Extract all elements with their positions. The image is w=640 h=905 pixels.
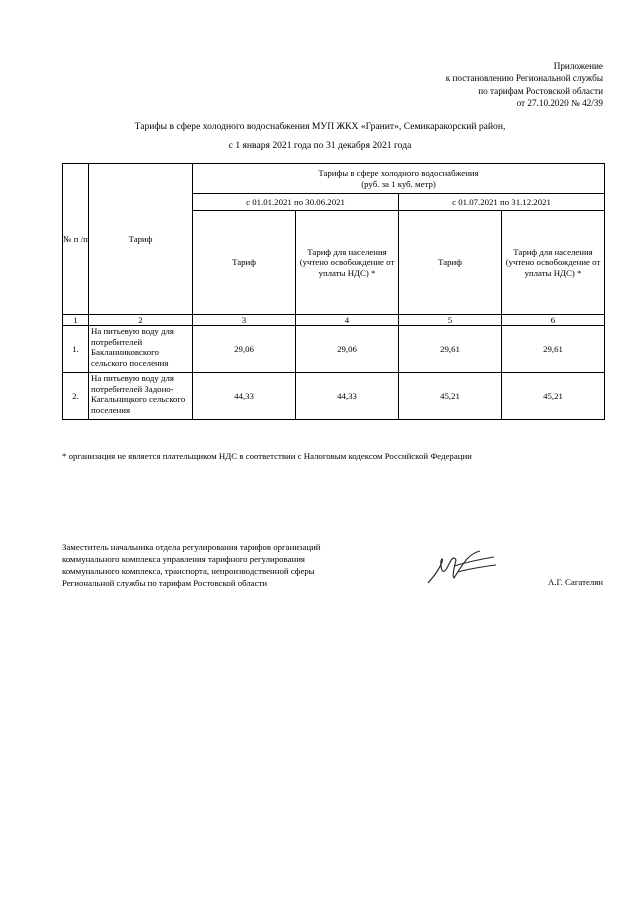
- signer-position: [62, 541, 320, 589]
- row-value: 29,06: [193, 326, 296, 373]
- table-row: [63, 326, 605, 373]
- row-value: 44,33: [193, 373, 296, 420]
- tariff-table: [62, 163, 605, 420]
- signature-image: [424, 548, 500, 593]
- appendix-block: [343, 60, 603, 109]
- column-number: 4: [296, 315, 399, 326]
- column-number: 3: [193, 315, 296, 326]
- header-period-2: с 01.07.2021 по 31.12.2021: [399, 194, 605, 211]
- row-value: 29,06: [296, 326, 399, 373]
- column-number: 1: [63, 315, 89, 326]
- appendix-line: Приложение: [553, 61, 603, 71]
- header-tariff-1: Тариф: [193, 211, 296, 315]
- header-group-line2: (руб. за 1 куб. метр): [361, 178, 436, 189]
- row-number: 1.: [63, 326, 89, 373]
- column-number: 6: [502, 315, 605, 326]
- signer-line: Региональной службы по тарифам Ростовской области: [62, 578, 268, 588]
- column-number: 2: [89, 315, 193, 326]
- row-tariff-name: На питьевую воду для потребителей Бакланниковского сельского поселения: [89, 326, 193, 373]
- signer-line: Заместитель начальника отдела регулирования тарифов организаций: [62, 542, 321, 552]
- header-population-1: Тариф для населения (учтено освобождение от уплаты НДС) *: [296, 211, 399, 315]
- row-value: 45,21: [502, 373, 605, 420]
- table-row: [63, 373, 605, 420]
- row-value: 29,61: [502, 326, 605, 373]
- row-value: 44,33: [296, 373, 399, 420]
- appendix-line: по тарифам Ростовской области: [478, 85, 603, 96]
- signer-line: коммунального комплекса, транспорта, непроизводственной сферы: [62, 566, 315, 576]
- appendix-line: к постановлению Региональной службы: [445, 73, 603, 84]
- header-number: № п /п: [63, 164, 89, 315]
- document-title: Тарифы в сфере холодного водоснабжения МУП ЖКХ «Гранит», Семикаракорский район,: [134, 121, 506, 132]
- document-subtitle: с 1 января 2021 года по 31 декабря 2021 года: [228, 140, 412, 151]
- header-group: [193, 164, 605, 194]
- header-period-1: с 01.01.2021 по 30.06.2021: [193, 194, 399, 211]
- appendix-line: от 27.10.2020 № 42/39: [516, 97, 603, 108]
- row-value: 45,21: [399, 373, 502, 420]
- header-population-2: Тариф для населения (учтено освобождение от уплаты НДС) *: [502, 211, 605, 315]
- row-number: 2.: [63, 373, 89, 420]
- signer-name: А.Г. Сагателян: [548, 577, 603, 587]
- row-tariff-name: На питьевую воду для потребителей Задоно-Кагальницкого сельского поселения: [89, 373, 193, 420]
- signer-line: коммунального комплекса управления тарифного регулирования: [62, 554, 305, 564]
- header-group-line1: Тарифы в сфере холодного водоснабжения: [318, 168, 479, 179]
- header-tariff: Тариф: [89, 164, 193, 315]
- column-number: 5: [399, 315, 502, 326]
- footnote: * организация не является плательщиком НДС в соответствии с Налоговым кодексом Российской Федерации: [62, 451, 472, 461]
- header-tariff-2: Тариф: [399, 211, 502, 315]
- row-value: 29,61: [399, 326, 502, 373]
- signature-icon: [424, 548, 500, 588]
